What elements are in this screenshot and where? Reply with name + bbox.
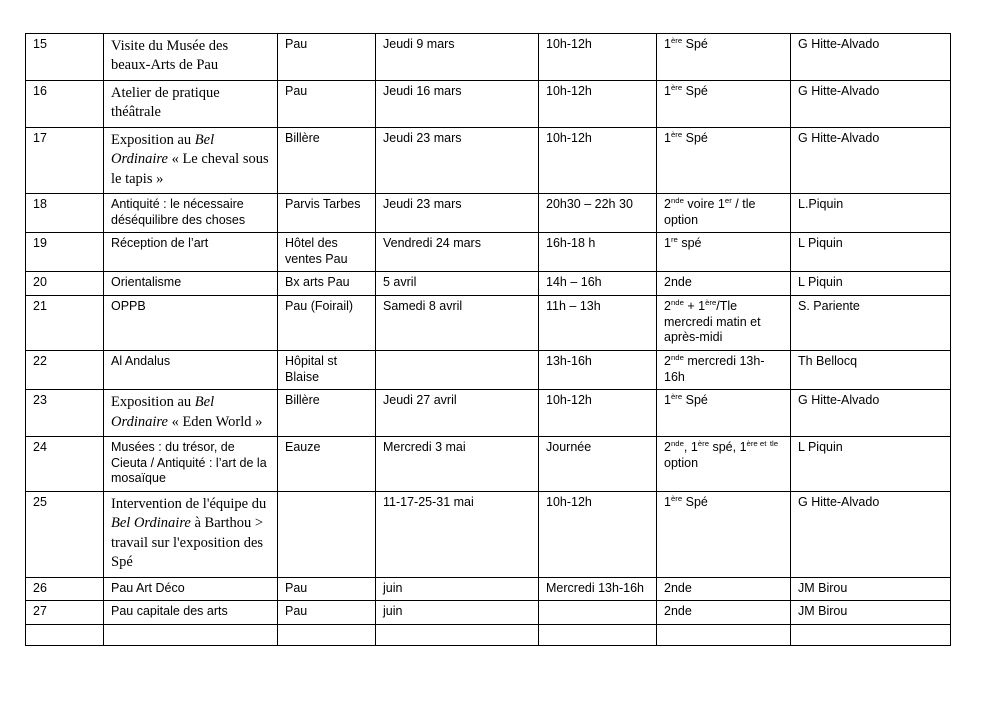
- text-segment: spé, 1: [709, 440, 747, 455]
- text-segment: voire 1: [683, 196, 725, 211]
- cell-level: [657, 390, 791, 437]
- text-segment: Spé: [682, 130, 708, 145]
- cell-num: 21: [26, 296, 104, 351]
- text-segment: 2: [664, 440, 671, 455]
- text-segment: Exposition au: [111, 394, 195, 411]
- text-segment: nde: [670, 438, 684, 448]
- cell-num: [26, 624, 104, 645]
- text-segment: « Le cheval sous le tapis »: [111, 151, 269, 187]
- cell-location: Pau: [278, 80, 376, 127]
- cell-date: Vendredi 24 mars: [376, 233, 539, 272]
- text-segment: 2: [664, 196, 671, 211]
- cell-title: [104, 34, 278, 81]
- cell-date: Jeudi 16 mars: [376, 80, 539, 127]
- cell-teacher: JM Birou: [791, 577, 951, 601]
- cell-location: Pau (Foirail): [278, 296, 376, 351]
- text-segment: Visite du Musée des beaux-Arts de Pau: [111, 38, 229, 74]
- cell-location: Pau: [278, 577, 376, 601]
- text-segment: 1: [664, 37, 671, 51]
- table-row: [26, 80, 951, 127]
- text-segment: ère: [670, 82, 683, 92]
- cell-level: [657, 350, 791, 389]
- text-segment: « Eden World »: [167, 413, 263, 430]
- cell-teacher: L.Piquin: [791, 193, 951, 232]
- cell-time: [539, 624, 657, 645]
- table-row: [26, 601, 951, 625]
- cell-time: 10h-12h: [539, 127, 657, 193]
- text-segment: , 1: [683, 440, 698, 455]
- cell-date: 11-17-25-31 mai: [376, 491, 539, 577]
- cell-date: [376, 624, 539, 645]
- text-segment: 1: [664, 236, 671, 251]
- cell-date: [376, 350, 539, 389]
- text-segment: Bel Ordinaire: [111, 394, 215, 430]
- cell-teacher: G Hitte-Alvado: [791, 491, 951, 577]
- text-segment: /Tle mercredi matin et après-midi: [664, 299, 761, 345]
- cell-num: 27: [26, 601, 104, 625]
- text-segment: à Barthou > travail sur l'exposition des Spé: [111, 515, 264, 571]
- cell-level: 2nde: [657, 577, 791, 601]
- text-segment: nde: [670, 297, 684, 307]
- cell-level: [657, 34, 791, 81]
- cell-level: [657, 127, 791, 193]
- cell-teacher: L Piquin: [791, 233, 951, 272]
- cell-teacher: Th Bellocq: [791, 350, 951, 389]
- cell-title: [104, 491, 278, 577]
- events-table-body: [26, 34, 951, 646]
- cell-teacher: G Hitte-Alvado: [791, 80, 951, 127]
- text-segment: Exposition au: [111, 131, 195, 148]
- table-row: [26, 577, 951, 601]
- table-row: [26, 233, 951, 272]
- table-row: [26, 350, 951, 389]
- cell-num: 15: [26, 34, 104, 81]
- table-row: [26, 390, 951, 437]
- cell-location: Hôtel des ventes Pau: [278, 233, 376, 272]
- cell-level: 2nde: [657, 601, 791, 625]
- text-segment: ère: [705, 297, 717, 307]
- cell-location: Pau: [278, 601, 376, 625]
- cell-teacher: L Piquin: [791, 272, 951, 296]
- cell-date: Jeudi 23 mars: [376, 193, 539, 232]
- text-segment: 1: [664, 83, 671, 98]
- text-segment: 2: [664, 353, 671, 368]
- cell-location: [278, 491, 376, 577]
- cell-num: 22: [26, 350, 104, 389]
- cell-time: 11h – 13h: [539, 296, 657, 351]
- cell-num: 20: [26, 272, 104, 296]
- cell-location: Billère: [278, 390, 376, 437]
- text-segment: 1: [664, 494, 671, 509]
- cell-time: [539, 601, 657, 625]
- cell-num: 26: [26, 577, 104, 601]
- text-segment: ère: [670, 493, 683, 503]
- cell-time: 10h-12h: [539, 80, 657, 127]
- text-segment: Intervention de l'équipe du: [111, 495, 267, 512]
- table-row: [26, 127, 951, 193]
- cell-title: Orientalisme: [104, 272, 278, 296]
- cell-time: 16h-18 h: [539, 233, 657, 272]
- cell-num: 23: [26, 390, 104, 437]
- cell-level: [657, 193, 791, 232]
- text-segment: nde: [670, 352, 684, 362]
- cell-time: 10h-12h: [539, 34, 657, 81]
- cell-time: 10h-12h: [539, 390, 657, 437]
- table-row: [26, 34, 951, 81]
- text-segment: / tle option: [664, 196, 756, 227]
- cell-level: [657, 80, 791, 127]
- cell-level: [657, 296, 791, 351]
- text-segment: 2: [664, 299, 671, 314]
- cell-num: 24: [26, 437, 104, 492]
- cell-title: Al Andalus: [104, 350, 278, 389]
- text-segment: Bel Ordinaire: [111, 515, 191, 532]
- text-segment: nde: [670, 195, 684, 205]
- cell-level: [657, 624, 791, 645]
- text-segment: ère: [670, 35, 683, 45]
- cell-time: 13h-16h: [539, 350, 657, 389]
- text-segment: option: [664, 455, 699, 470]
- text-segment: Spé: [682, 393, 708, 408]
- cell-teacher: G Hitte-Alvado: [791, 390, 951, 437]
- cell-date: juin: [376, 601, 539, 625]
- cell-title: [104, 80, 278, 127]
- cell-teacher: G Hitte-Alvado: [791, 127, 951, 193]
- cell-location: Pau: [278, 34, 376, 81]
- cell-num: 16: [26, 80, 104, 127]
- cell-level: [657, 233, 791, 272]
- cell-title: Musées : du trésor, de Cieuta / Antiquité : l’art de la mosaïque: [104, 437, 278, 492]
- text-segment: mercredi 13h-16h: [664, 353, 765, 384]
- cell-teacher: G Hitte-Alvado: [791, 34, 951, 81]
- cell-num: 17: [26, 127, 104, 193]
- cell-title: [104, 624, 278, 645]
- cell-location: Parvis Tarbes: [278, 193, 376, 232]
- cell-time: 10h-12h: [539, 491, 657, 577]
- text-segment: Bel Ordinaire: [111, 131, 215, 168]
- text-segment: 1: [664, 130, 671, 145]
- cell-title: Réception de l’art: [104, 233, 278, 272]
- text-segment: tle: [769, 438, 779, 448]
- table-row: [26, 272, 951, 296]
- cell-time: 20h30 – 22h 30: [539, 193, 657, 232]
- text-segment: er: [724, 195, 732, 205]
- text-segment: 1: [664, 393, 671, 408]
- cell-location: [278, 624, 376, 645]
- cell-level: [657, 491, 791, 577]
- cell-teacher: L Piquin: [791, 437, 951, 492]
- cell-date: Jeudi 27 avril: [376, 390, 539, 437]
- cell-teacher: S. Pariente: [791, 296, 951, 351]
- cell-time: 14h – 16h: [539, 272, 657, 296]
- text-segment: Spé: [682, 37, 708, 51]
- text-segment: Spé: [682, 494, 708, 509]
- table-row: [26, 624, 951, 645]
- cell-title: OPPB: [104, 296, 278, 351]
- table-row: [26, 437, 951, 492]
- cell-time: Journée: [539, 437, 657, 492]
- cell-num: 18: [26, 193, 104, 232]
- table-row: [26, 491, 951, 577]
- cell-num: 25: [26, 491, 104, 577]
- cell-date: Samedi 8 avril: [376, 296, 539, 351]
- text-segment: ère: [670, 392, 683, 402]
- cell-title: [104, 127, 278, 193]
- cell-date: Jeudi 9 mars: [376, 34, 539, 81]
- text-segment: ère: [670, 129, 683, 139]
- cell-location: Eauze: [278, 437, 376, 492]
- text-segment: Spé: [682, 83, 708, 98]
- cell-location: Hôpital st Blaise: [278, 350, 376, 389]
- cell-title: [104, 390, 278, 437]
- cell-time: Mercredi 13h-16h: [539, 577, 657, 601]
- cell-teacher: JM Birou: [791, 601, 951, 625]
- cell-title: Pau Art Déco: [104, 577, 278, 601]
- cell-level: 2nde: [657, 272, 791, 296]
- cell-date: Mercredi 3 mai: [376, 437, 539, 492]
- text-segment: spé: [677, 236, 702, 251]
- cell-date: Jeudi 23 mars: [376, 127, 539, 193]
- table-row: [26, 193, 951, 232]
- events-table: [25, 33, 951, 646]
- cell-date: 5 avril: [376, 272, 539, 296]
- cell-date: juin: [376, 577, 539, 601]
- cell-title: Antiquité : le nécessaire déséquilibre des choses: [104, 193, 278, 232]
- cell-num: 19: [26, 233, 104, 272]
- text-segment: ère et: [746, 438, 767, 448]
- text-segment: re: [670, 235, 678, 245]
- text-segment: + 1: [683, 299, 706, 314]
- cell-location: Billère: [278, 127, 376, 193]
- text-segment: ère: [697, 438, 709, 448]
- cell-location: Bx arts Pau: [278, 272, 376, 296]
- table-row: [26, 296, 951, 351]
- text-segment: Atelier de pratique théâtrale: [111, 84, 220, 121]
- cell-teacher: [791, 624, 951, 645]
- cell-title: Pau capitale des arts: [104, 601, 278, 625]
- cell-level: [657, 437, 791, 492]
